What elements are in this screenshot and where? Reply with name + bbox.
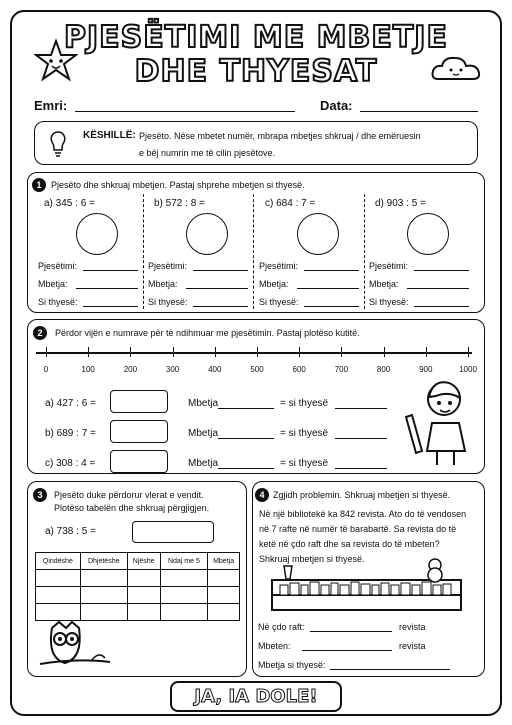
date-line[interactable] [360,111,478,112]
section-2-remainder-line[interactable] [218,468,274,469]
number-line-tick [215,347,216,357]
section-2-remainder-label: Mbetja [188,428,219,439]
section-2-remainder-line[interactable] [218,408,274,409]
division-line[interactable] [414,270,469,271]
number-line [36,352,472,354]
fraction-label: Si thyesë: [148,297,188,307]
section-4-number: 4 [255,488,269,502]
section-2-problem: b) 689 : 7 = [45,428,96,439]
section-1-problem: c) 684 : 7 = [265,198,316,209]
section-2-fraction-label: = si thyesë [280,458,329,469]
number-line-tick [426,347,427,357]
section-1-problem: a) 345 : 6 = [44,198,95,209]
remainder-label: Mbetja: [369,279,399,289]
tick-label: 900 [419,365,433,374]
section-3-problem: a) 738 : 5 = [45,526,96,537]
table-column-header: Ndaj me 5 [160,553,208,570]
section-3-answer-box[interactable] [132,521,214,543]
table-cell[interactable] [160,604,208,621]
section-1-divider [253,194,254,309]
table-cell[interactable] [80,570,127,587]
section-1-divider [364,194,365,309]
number-line-tick [384,347,385,357]
tip-text-1: Pjesëto. Nëse mbetet numër, mbrapa mbetjes shkruaj / dhe emëruesin [139,131,421,141]
table-cell[interactable] [127,570,160,587]
remainder-line[interactable] [297,288,359,289]
tick-label: 400 [208,365,222,374]
table-column-header: Qindëshe [36,553,81,570]
table-cell[interactable] [208,604,240,621]
section-2-number: 2 [33,326,47,340]
division-label: Pjesëtimi: [259,261,299,271]
section-2-fraction-label: = si thyesë [280,398,329,409]
tick-label: 100 [81,365,95,374]
table-cell[interactable] [36,587,81,604]
remainder-label: Mbetja: [148,279,178,289]
lightbulb-icon [46,129,70,159]
remainder-line[interactable] [76,288,138,289]
tick-label: 700 [334,365,349,374]
title-line-1: PJESËTIMI ME MBETJE [64,20,448,55]
footer-text: JA, IA DOLE! [194,686,318,707]
table-column-header: Njëshe [127,553,160,570]
section-3-number: 3 [33,488,47,502]
left-line[interactable] [302,650,392,651]
story-line: ketë në çdo raft dhe sa revista do të mbeten? [259,539,440,549]
section-2-fraction-label: = si thyesë [280,428,329,439]
tick-label: 800 [376,365,391,374]
title-line-2: DHE THYESAT [134,54,378,89]
section-2-remainder-label: Mbetja [188,398,219,409]
tick-label: 0 [43,365,49,374]
section-3-instruction-1: Pjesëto duke përdorur vlerat e vendit. [54,490,204,500]
section-1-number: 1 [32,178,46,192]
remainder-line[interactable] [407,288,469,289]
number-line-tick [341,347,342,357]
remainder-label: Mbetja: [259,279,289,289]
section-1-instruction: Pjesëto dhe shkruaj mbetjen. Pastaj shprehe mbetjen si thyesë. [51,180,305,190]
tick-label: 600 [292,365,306,374]
section-2-answer-box[interactable] [110,390,168,413]
backpack-icon [407,213,449,255]
table-cell[interactable] [36,604,81,621]
star-icon [34,39,78,83]
number-line-tick [130,347,131,357]
fraction-label: Si thyesë: [259,297,299,307]
division-label: Pjesëtimi: [38,261,78,271]
fraction-line[interactable] [414,306,469,307]
fraction-line[interactable] [330,669,450,670]
bookshelf-icon [270,556,463,614]
girl-with-pencil-icon [402,373,474,468]
remainder-line[interactable] [186,288,248,289]
division-line[interactable] [304,270,359,271]
number-line-tick [46,347,47,357]
table-cell[interactable] [80,604,127,621]
fraction-label: Mbetja si thyesë: [258,660,326,670]
section-1-problem: b) 572 : 8 = [154,198,205,209]
section-2-problem: c) 308 : 4 = [45,458,96,469]
section-4-instruction: Zgjidh problemin. Shkruaj mbetjen si thyesë. [273,490,451,500]
division-line[interactable] [193,270,248,271]
section-2-instruction: Përdor vijën e numrave për të ndihmuar me pjesëtimin. Pastaj plotëso kutitë. [55,328,360,338]
table-cell[interactable] [208,570,240,587]
section-2-remainder-label: Mbetja [188,458,219,469]
name-label: Emri: [34,98,68,113]
date-label: Data: [320,98,353,113]
number-line-tick [299,347,300,357]
table-cell[interactable] [208,587,240,604]
section-2-fraction-line[interactable] [335,438,387,439]
tip-label: KËSHILLË: [83,130,136,141]
story-line: në 7 rafte në numër të barabartë. Sa revista do të [259,524,457,534]
fraction-line[interactable] [193,306,248,307]
remainder-label: Mbetja: [38,279,68,289]
left-unit: revista [399,641,426,651]
number-line-tick [468,347,469,357]
cloud-icon [430,54,482,82]
left-label: Mbeten: [258,641,291,651]
table-cell[interactable] [36,570,81,587]
section-2-answer-box[interactable] [110,450,168,473]
fraction-label: Si thyesë: [38,297,78,307]
table-cell[interactable] [80,587,127,604]
table-cell[interactable] [160,587,208,604]
number-line-tick [88,347,89,357]
story-line: Në një bibliotekë ka 842 revista. Ato do të vendosen [259,509,467,519]
name-line[interactable] [75,111,295,112]
number-line-tick [173,347,174,357]
owl-icon [35,620,115,672]
section-1-problem: d) 903 : 5 = [375,198,426,209]
tip-text-2: e bëj numrin me të cilin pjesëtove. [139,148,276,158]
section-2-answer-box[interactable] [110,420,168,443]
fraction-line[interactable] [83,306,138,307]
per-shelf-unit: revista [399,622,426,632]
fraction-label: Si thyesë: [369,297,409,307]
section-2-fraction-line[interactable] [335,408,387,409]
table-column-header: Dhjetëshe [80,553,127,570]
table-cell[interactable] [160,570,208,587]
dog-icon [76,213,118,255]
number-line-tick [257,347,258,357]
section-2-fraction-line[interactable] [335,468,387,469]
tick-label: 200 [123,365,138,374]
butterfly-icon [297,213,339,255]
division-line[interactable] [83,270,138,271]
division-label: Pjesëtimi: [369,261,409,271]
per-shelf-line[interactable] [310,631,392,632]
per-shelf-label: Në çdo raft: [258,622,305,632]
tick-label: 300 [165,365,180,374]
table-column-header: Mbetja [208,553,240,570]
section-2-remainder-line[interactable] [218,438,274,439]
division-label: Pjesëtimi: [148,261,188,271]
section-3-instruction-2: Plotëso tabelën dhe shkruaj përgjigjen. [54,503,210,513]
rocket-icon [186,213,228,255]
table-cell[interactable] [127,587,160,604]
tick-label: 1000 [459,365,477,374]
tick-label: 500 [250,365,264,374]
story-line: Shkruaj mbetjen si thyesë. [259,554,365,564]
section-1-divider [143,194,144,309]
place-value-table [35,552,240,621]
table-cell[interactable] [127,604,160,621]
fraction-line[interactable] [304,306,359,307]
section-2-problem: a) 427 : 6 = [45,398,96,409]
